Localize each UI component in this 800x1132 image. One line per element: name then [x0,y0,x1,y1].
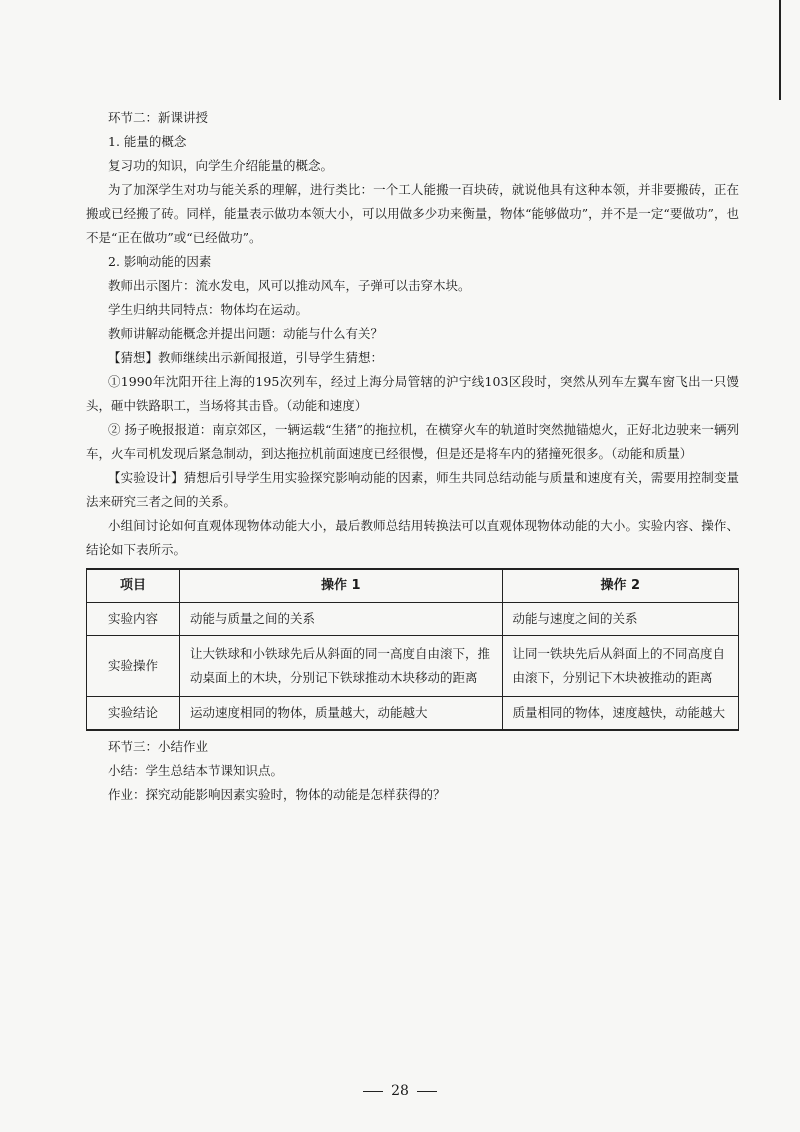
paragraph-news-2: ② 扬子晚报报道：南京郊区，一辆运载“生猪”的拖拉机，在横穿火车的轨道时突然抛锚熄火，正好北边驶来一辆列车，火车司机发现后紧急制动，到达拖拉机前面速度已经很慢，但是还是将车内的猪撞死很多。（动能和质量） [86,422,739,461]
paragraph-summary: 小结：学生总结本节课知识点。 [108,763,284,778]
paragraph-group-discussion: 小组间讨论如何直观体现物体动能大小，最后教师总结用转换法可以直观体现物体动能的大小。实验内容、操作、结论如下表所示。 [86,518,739,557]
paragraph-pictures: 教师出示图片：流水发电，风可以推动风车，子弹可以击穿木块。 [108,278,471,293]
paragraph-teacher-question: 教师讲解动能概念并提出问题：动能与什么有关？ [108,326,384,341]
table-cell-op1: 运动速度相同的物体，质量越大，动能越大 [180,697,503,731]
paragraph-experiment-design: 【实验设计】猜想后引导学生用实验探究影响动能的因素，师生共同总结动能与质量和速度有关，需要用控制变量法来研究三者之间的关系。 [86,470,739,509]
paragraph-hypothesis: 【猜想】教师继续出示新闻报道，引导学生猜想： [108,350,384,365]
table-header-item: 项目 [87,569,180,603]
table-header-row [87,569,739,603]
paragraph-review: 复习功的知识，向学生介绍能量的概念。 [108,158,334,173]
table-cell-op2: 让同一铁块先后从斜面上的不同高度自由滚下，分别记下木块被推动的距离 [502,636,739,697]
table-cell-item: 实验结论 [87,697,180,731]
margin-rule [779,0,781,100]
table-header-op1: 操作 1 [180,569,503,603]
footer-dash-left [363,1091,383,1092]
table-row [87,603,739,636]
page-footer [0,1083,800,1099]
table-cell-op2: 动能与速度之间的关系 [502,603,739,636]
paragraph-student-summary: 学生归纳共同特点：物体均在运动。 [108,302,309,317]
table-row [87,697,739,731]
table-header-op2: 操作 2 [502,569,739,603]
section2-title: 环节二：新课讲授 [108,110,209,125]
section3-title: 环节三：小结作业 [108,739,209,754]
experiment-table [86,568,739,731]
table-row [87,636,739,697]
table-cell-op1: 动能与质量之间的关系 [180,603,503,636]
paragraph-analogy: 为了加深学生对功与能关系的理解，进行类比：一个工人能搬一百块砖，就说他具有这种本领，并非要搬砖，正在搬或已经搬了砖。同样，能量表示做功本领大小，可以用做多少功来衡量，物体“能够做功”，并不是一定“要做功”，也不是“正在做功”或“已经做功”。 [86,182,739,245]
table-cell-op1: 让大铁球和小铁球先后从斜面的同一高度自由滚下，推动桌面上的木块，分别记下铁球推动木块移动的距离 [180,636,503,697]
paragraph-homework: 作业：探究动能影响因素实验时，物体的动能是怎样获得的？ [108,787,446,802]
table-cell-op2: 质量相同的物体，速度越快，动能越大 [502,697,739,731]
subheading-kinetic-factors: 2. 影响动能的因素 [108,254,212,269]
footer-dash-right [417,1091,437,1092]
table-cell-item: 实验操作 [87,636,180,697]
subheading-energy-concept: 1. 能量的概念 [108,134,187,149]
main-content [86,106,739,807]
page-number: 28 [391,1083,409,1099]
paragraph-news-1: ①1990年沈阳开往上海的195次列车，经过上海分局管辖的沪宁线103区段时，突然从列车左翼车窗飞出一只馒头，砸中铁路职工，当场将其击昏。（动能和速度） [86,374,739,413]
table-cell-item: 实验内容 [87,603,180,636]
